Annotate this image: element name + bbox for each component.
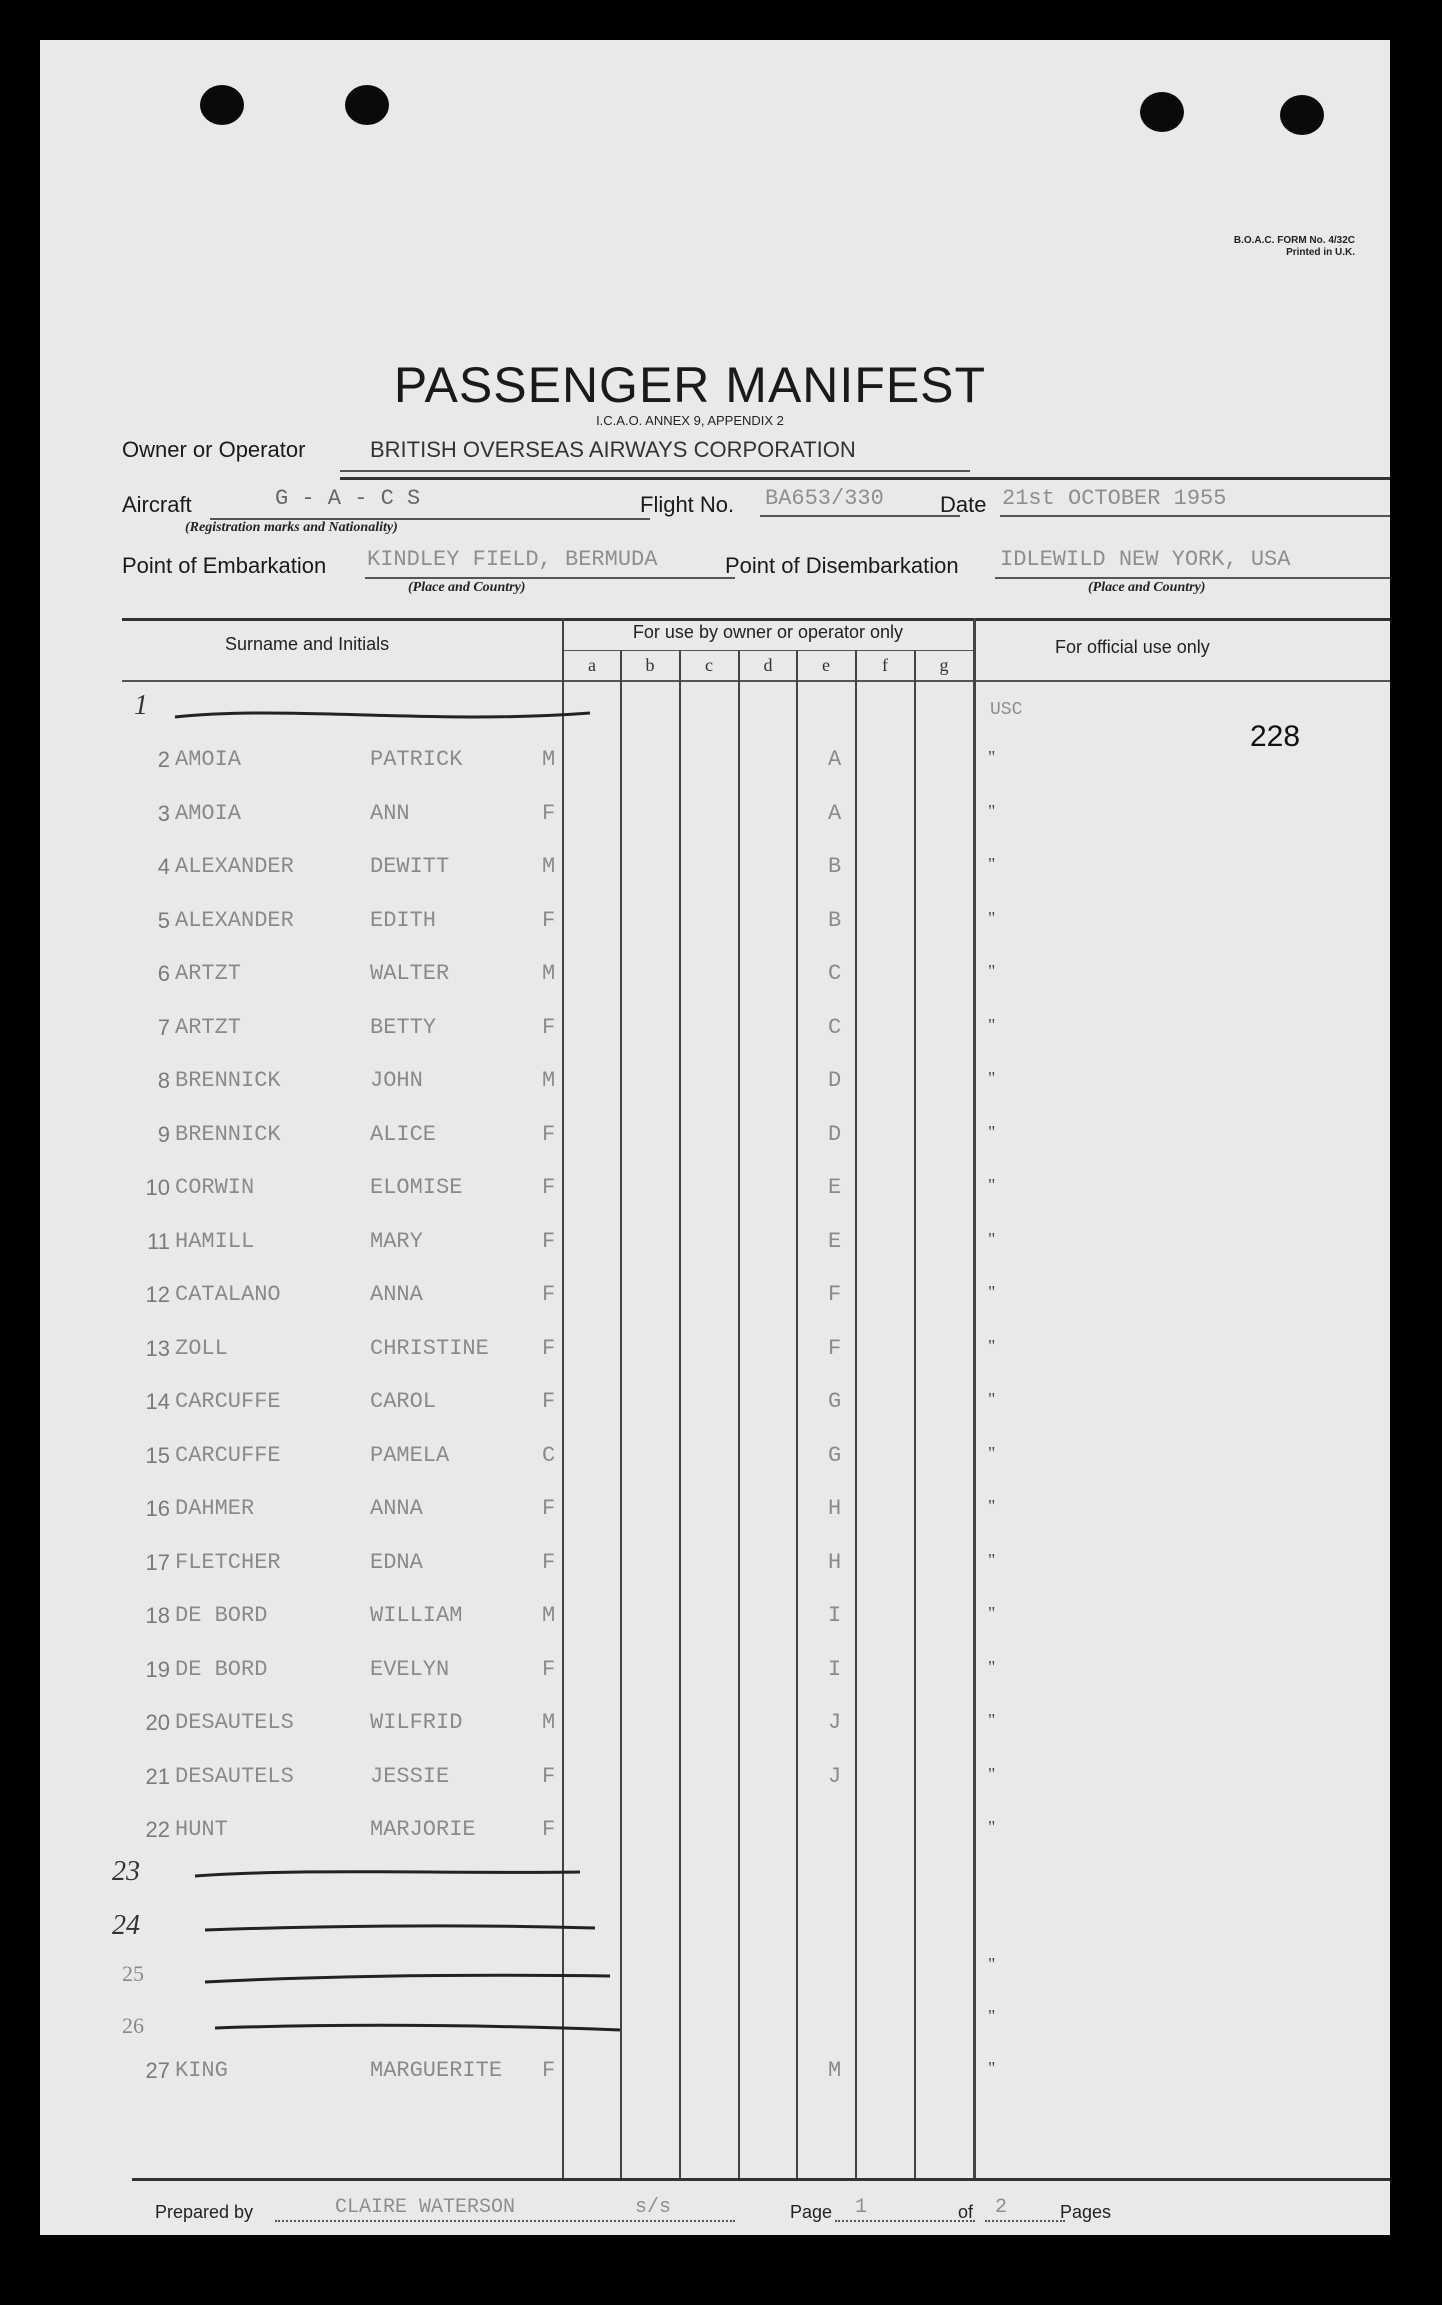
sex-cell: F [542,1656,556,1682]
surname-cell: ALEXANDER [175,854,294,879]
aircraft-note: (Registration marks and Nationality) [185,520,398,535]
subcol-g: g [939,655,949,675]
date-label: Date [940,492,987,517]
ditto-mark: " [988,854,996,874]
rule [340,477,1390,480]
table-row [40,1175,1390,1228]
table-row [40,747,1390,800]
surname-cell: ALEXANDER [175,907,294,933]
sex-cell: F [542,1389,556,1414]
sex-cell: M [542,1603,556,1628]
group-cell: E [828,1175,842,1200]
group-cell: A [828,747,842,772]
header-owner: For use by owner or operator only [632,622,904,642]
table-row [40,1657,1390,1710]
ditto-mark: " [988,2058,996,2078]
sex-cell: F [542,2058,556,2083]
row-number: 4 [157,854,170,879]
sex-cell: F [542,1817,556,1842]
ditto-mark: " [988,907,996,928]
surname-cell: BRENNICK [175,1068,281,1093]
group-cell: M [828,2058,842,2083]
table-row [40,1068,1390,1121]
row-number: 5 [157,907,170,933]
ditto-mark: " [988,1282,996,1302]
sex-cell: F [542,1496,556,1521]
form-number-text: B.O.A.C. FORM No. 4/32C [1233,235,1355,246]
punch-hole [200,85,244,125]
given-name-cell: WILLIAM [370,1603,463,1628]
subcol-e: e [822,655,830,675]
sex-cell: F [542,1763,556,1789]
group-cell: I [828,1656,842,1682]
surname-cell: HUNT [175,1817,228,1842]
ditto-mark: " [988,800,996,821]
surname-cell: ARTZT [175,961,242,986]
subcol-d: d [763,655,773,675]
surname-cell: DE BORD [175,1603,268,1628]
given-name-cell: ELOMISE [370,1175,463,1200]
table-row [40,1336,1390,1389]
row-number: 20 [145,1710,170,1735]
row-number: 2 [157,747,170,772]
given-name-cell: MARY [370,1228,423,1254]
group-cell: H [828,1549,842,1575]
aircraft-value: G - A - C S [275,486,421,511]
ditto-mark: " [988,2006,996,2026]
strike-line [200,1912,600,1942]
row-number: 18 [145,1603,170,1628]
surname-cell: AMOIA [175,800,242,826]
table-row [40,2006,1390,2059]
given-name-cell: ANNA [370,1496,423,1521]
row-number: 14 [145,1389,170,1414]
surname-cell: KING [175,2058,228,2083]
ditto-mark: " [988,1763,996,1784]
surname-cell: DESAUTELS [175,1763,294,1789]
table-row [40,1764,1390,1817]
given-name-cell: ALICE [370,1121,437,1147]
page-subtitle: I.C.A.O. ANNEX 9, APPENDIX 2 [596,413,784,428]
group-cell: D [828,1121,842,1147]
row-number: 15 [145,1442,170,1468]
subcol-f: f [882,655,888,675]
group-cell: H [828,1496,842,1521]
sex-cell: F [542,1549,556,1575]
flight-value: BA653/330 [765,486,884,511]
group-cell: J [828,1763,842,1789]
table-row [40,1954,1390,2007]
ditto-mark: " [988,961,996,981]
surname-cell: BRENNICK [175,1121,281,1147]
surname-cell: CORWIN [175,1175,255,1200]
group-cell: I [828,1603,842,1628]
group-cell: D [828,1068,842,1093]
group-cell: B [828,854,842,879]
ditto-mark: " [988,1442,996,1463]
aircraft-label: Aircraft [122,492,192,517]
owner-underline [340,470,970,472]
row-number: 11 [147,1228,170,1254]
group-cell: G [828,1389,842,1414]
surname-cell: HAMILL [175,1228,255,1254]
stamp-number: 228 [1250,720,1301,753]
row-number: 8 [157,1068,170,1093]
row-number: 22 [145,1817,170,1842]
flight-label: Flight No. [640,492,735,517]
ditto-mark: " [988,747,996,767]
given-name-cell: JESSIE [370,1763,450,1789]
sex-cell: F [542,1335,556,1361]
given-name-cell: DEWITT [370,854,450,879]
sex-cell: F [542,1228,556,1254]
surname-cell: FLETCHER [175,1549,281,1575]
ditto-mark: " [988,1389,996,1409]
header-official: For official use only [1055,637,1210,657]
surname-cell: CARCUFFE [175,1389,281,1414]
ditto-mark: " [988,1175,996,1195]
given-name-cell: EDITH [370,907,437,933]
sex-cell: F [542,800,556,826]
subcol-a: a [588,655,596,675]
prepared-initials: s/s [635,2196,672,2219]
table-row [40,908,1390,961]
table-row [40,1496,1390,1549]
row-number-handwritten: 1 [134,690,148,721]
ditto-mark: " [988,1710,996,1730]
ditto-mark: " [988,1496,996,1516]
given-name-cell: CAROL [370,1389,437,1414]
table-row [40,2058,1390,2111]
header-subdivider [563,650,973,651]
header-surname: Surname and Initials [225,634,390,654]
disembarkation-underline [995,577,1390,579]
ditto-mark: " [988,1656,996,1677]
row-number: 25 [122,1961,144,1986]
sex-cell: M [542,854,556,879]
header-bottom-rule [122,680,1390,682]
row-number: 27 [145,2058,170,2083]
table-row [40,1229,1390,1282]
owner-value: BRITISH OVERSEAS AIRWAYS CORPORATION [370,437,856,462]
given-name-cell: EDNA [370,1549,423,1575]
sex-cell: M [542,961,556,986]
subcol-b: b [645,655,655,675]
ditto-mark: " [988,1549,996,1570]
row-number: 9 [157,1121,170,1147]
strike-line [170,695,600,735]
disembarkation-label: Point of Disembarkation [725,553,959,578]
printed-in-text: Printed in U.K. [1286,247,1355,258]
row-number: 19 [145,1656,170,1682]
date-value: 21st OCTOBER 1955 [1002,486,1227,511]
row-number: 7 [157,1014,170,1040]
table-row [40,1282,1390,1335]
given-name-cell: MARJORIE [370,1817,476,1842]
given-name-cell: EVELYN [370,1656,450,1682]
sex-cell: F [542,1282,556,1307]
embarkation-note: (Place and Country) [408,580,526,595]
given-name-cell: ANN [370,800,410,826]
given-name-cell: PAMELA [370,1442,450,1468]
table-row [40,1550,1390,1603]
disembarkation-note: (Place and Country) [1088,580,1206,595]
sex-cell: F [542,907,556,933]
pages-label: Pages [1060,2202,1112,2222]
prepared-underline [275,2220,735,2222]
table-row [40,961,1390,1014]
row-number: 10 [145,1175,170,1200]
punch-hole [345,85,389,125]
group-cell: F [828,1335,842,1361]
table-row [40,1443,1390,1496]
sex-cell: C [542,1442,556,1468]
ditto-mark: " [988,1068,996,1088]
ditto-mark: " [988,1603,996,1623]
surname-cell: AMOIA [175,747,242,772]
punch-hole [1280,95,1324,135]
strike-line [190,1858,590,1888]
surname-cell: DESAUTELS [175,1710,294,1735]
group-cell: B [828,907,842,933]
sex-cell: M [542,747,556,772]
form-number [1234,235,1355,259]
given-name-cell: WALTER [370,961,450,986]
row-number-handwritten: 24 [112,1910,140,1941]
sex-cell: M [542,1068,556,1093]
sex-cell: F [542,1014,556,1040]
of-label: of [958,2202,974,2222]
sex-cell: F [542,1121,556,1147]
given-name-cell: CHRISTINE [370,1335,489,1361]
owner-label: Owner or Operator [122,437,306,462]
of-underline [985,2220,1065,2222]
given-name-cell: MARGUERITE [370,2058,503,2083]
given-name-cell: JOHN [370,1068,423,1093]
disembarkation-value: IDLEWILD NEW YORK, USA [1000,547,1291,572]
group-cell: G [828,1442,842,1468]
surname-cell: DAHMER [175,1496,255,1521]
embarkation-value: KINDLEY FIELD, BERMUDA [367,547,658,572]
row-number: 3 [157,800,170,826]
ditto-mark: " [988,1121,996,1142]
row-number: 6 [157,961,170,986]
surname-cell: DE BORD [175,1656,268,1682]
prepared-label: Prepared by [155,2202,254,2222]
row-number: 26 [122,2013,144,2038]
subcol-c: c [705,655,713,675]
official-usc: USC [990,700,1023,720]
date-underline [1000,515,1390,517]
group-cell: A [828,800,842,826]
of-value: 2 [995,2196,1008,2219]
group-cell: E [828,1228,842,1254]
flight-underline [760,515,960,517]
punch-hole [1140,92,1184,132]
row-number-handwritten: 23 [112,1856,140,1887]
given-name-cell: PATRICK [370,747,463,772]
given-name-cell: BETTY [370,1014,437,1040]
given-name-cell: ANNA [370,1282,423,1307]
embarkation-underline [365,577,735,579]
ditto-mark: " [988,1014,996,1035]
page-title: PASSENGER MANIFEST [393,357,987,413]
table-row [40,1710,1390,1763]
ditto-mark: " [988,1817,996,1837]
group-cell: C [828,961,842,986]
table-bottom-rule [132,2178,1390,2181]
row-number: 21 [145,1763,170,1789]
surname-cell: CARCUFFE [175,1442,281,1468]
ditto-mark: " [988,1228,996,1249]
group-cell: C [828,1014,842,1040]
table-row [40,1389,1390,1442]
page-underline [835,2220,975,2222]
group-cell: F [828,1282,842,1307]
ditto-mark: " [988,1335,996,1356]
given-name-cell: WILFRID [370,1710,463,1735]
row-number: 17 [145,1549,170,1575]
surname-cell: ZOLL [175,1335,228,1361]
sex-cell: F [542,1175,556,1200]
row-number: 13 [145,1335,170,1361]
table-row [40,801,1390,854]
page-value: 1 [855,2196,868,2219]
manifest-page [40,40,1390,2235]
surname-cell: CATALANO [175,1282,281,1307]
group-cell: J [828,1710,842,1735]
table-row [40,1122,1390,1175]
row-number: 12 [145,1282,170,1307]
page-label: Page [790,2202,833,2222]
ditto-mark: " [988,1954,996,1974]
sex-cell: M [542,1710,556,1735]
table-row [40,1603,1390,1656]
prepared-value: CLAIRE WATERSON [335,2196,516,2219]
table-row [40,854,1390,907]
table-top-rule [122,618,1390,621]
table-row [40,1015,1390,1068]
row-number: 16 [145,1496,170,1521]
surname-cell: ARTZT [175,1014,242,1040]
embarkation-label: Point of Embarkation [122,553,327,578]
